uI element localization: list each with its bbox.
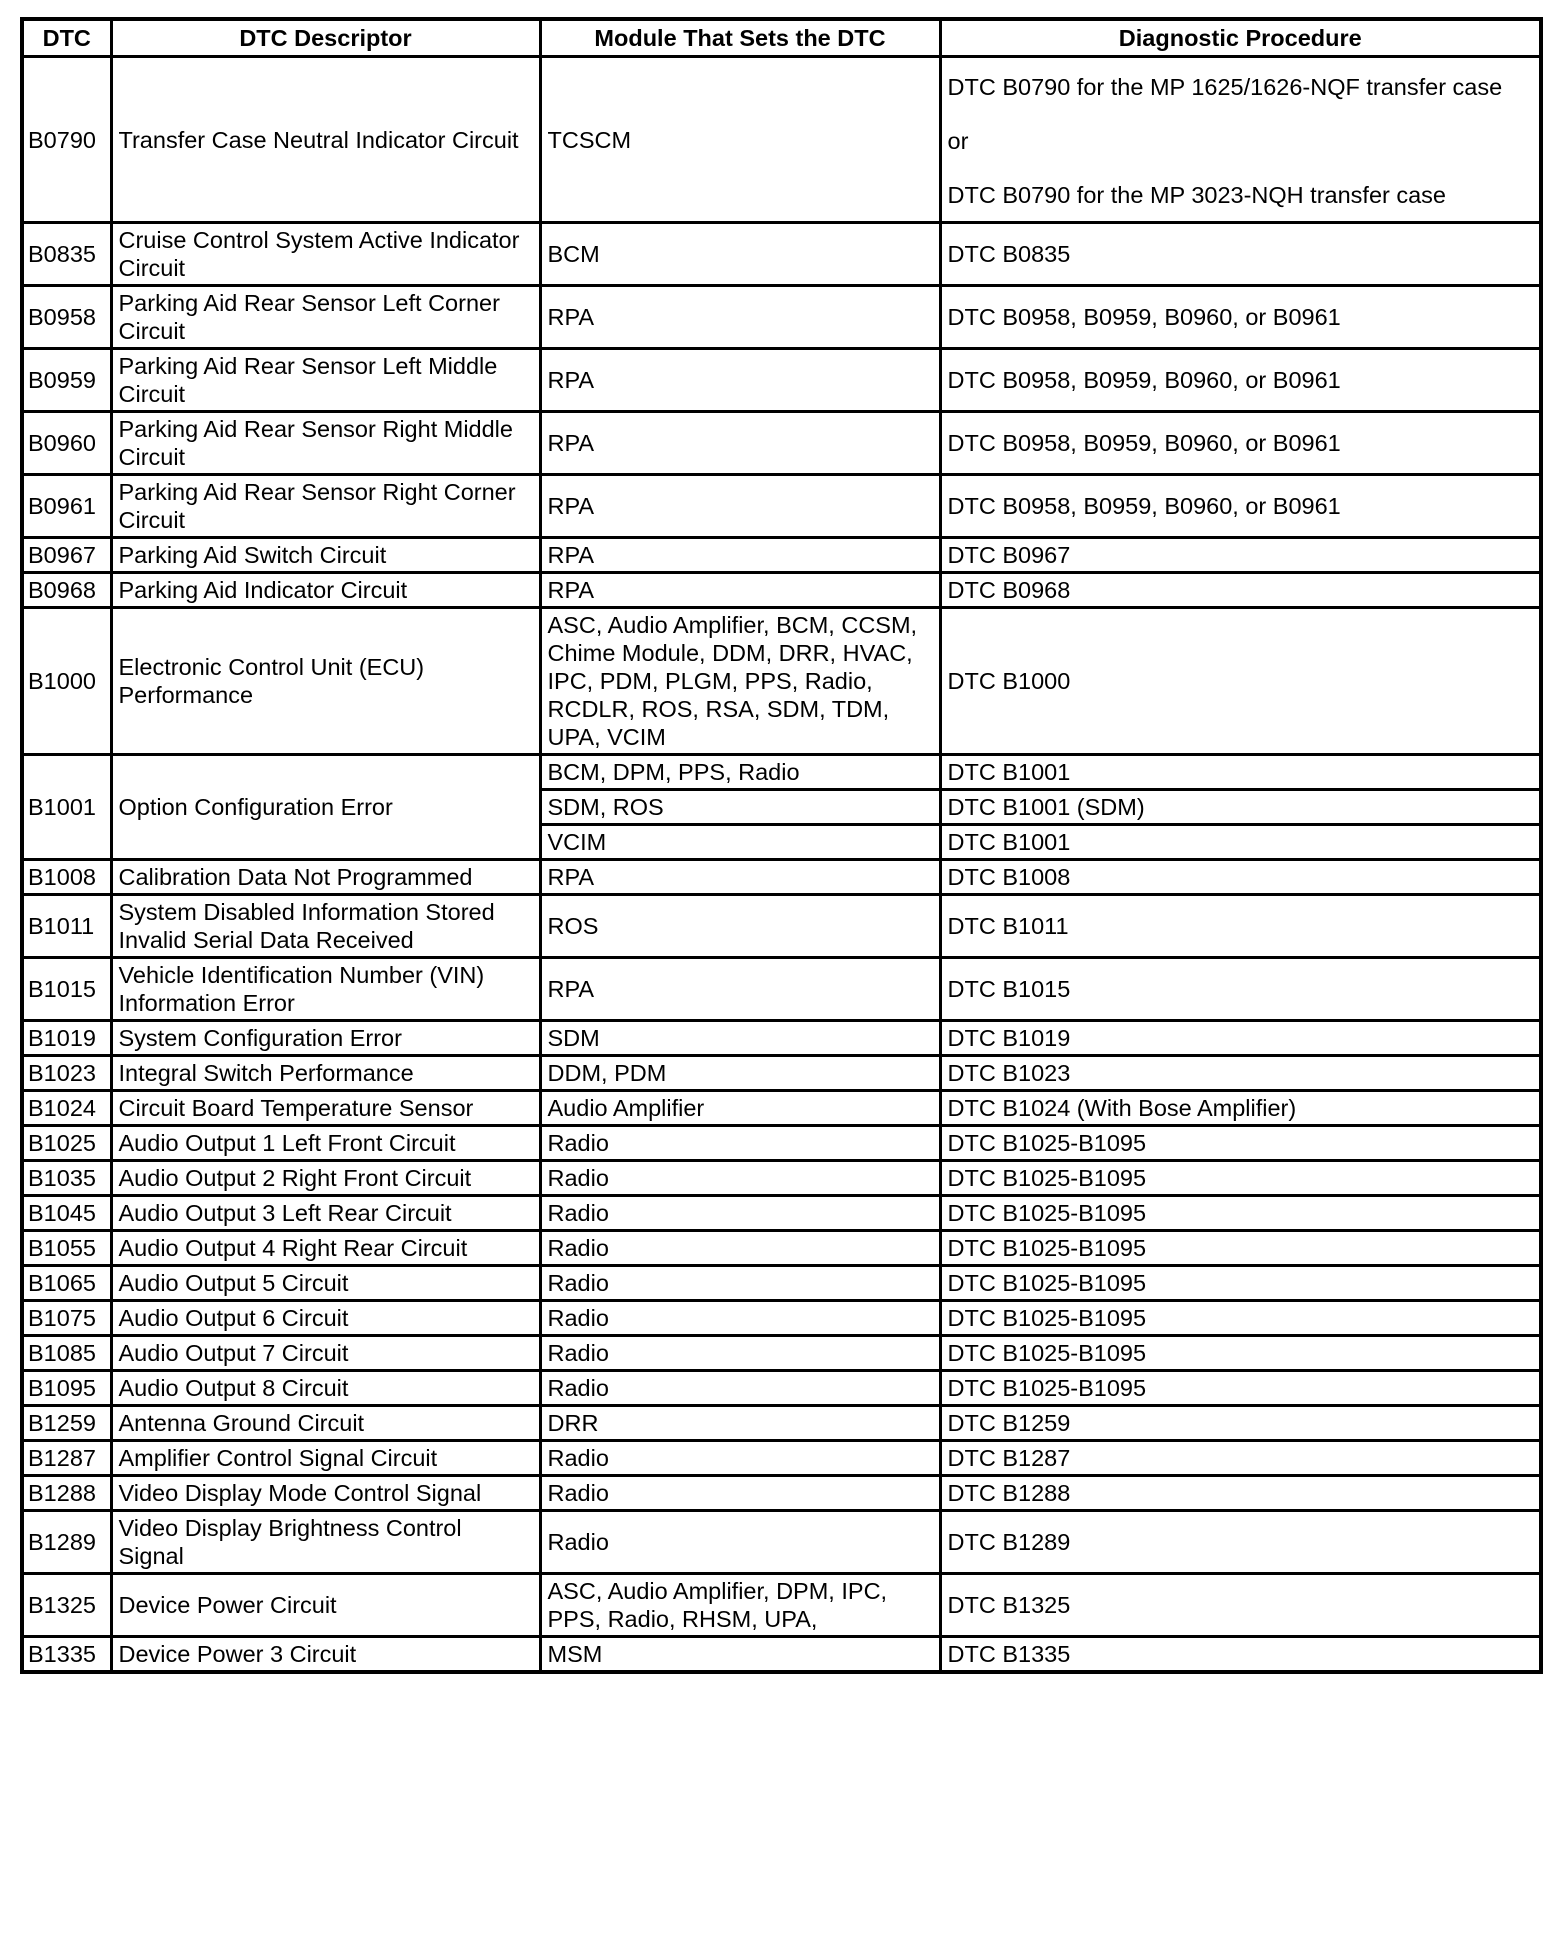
header-procedure: Diagnostic Procedure bbox=[940, 19, 1541, 57]
table-row bbox=[22, 349, 1541, 412]
table-row bbox=[22, 475, 1541, 538]
header-descriptor: DTC Descriptor bbox=[111, 19, 540, 57]
diagnostic-procedure: DTC B0835 bbox=[940, 223, 1541, 286]
dtc-code: B0961 bbox=[22, 475, 111, 538]
diagnostic-procedure: DTC B1288 bbox=[940, 1476, 1541, 1511]
module: ASC, Audio Amplifier, BCM, CCSM, Chime Module, DDM, DRR, HVAC, IPC, PDM, PLGM, PPS, Radio, RCDLR, ROS, RSA, SDM, TDM, UPA, VCIM bbox=[540, 608, 940, 755]
table-row bbox=[22, 223, 1541, 286]
dtc-descriptor: Audio Output 8 Circuit bbox=[111, 1371, 540, 1406]
table-row bbox=[22, 608, 1541, 755]
module: RPA bbox=[540, 860, 940, 895]
table-row bbox=[22, 1126, 1541, 1161]
table-row bbox=[22, 1196, 1541, 1231]
table-row bbox=[22, 860, 1541, 895]
dtc-descriptor: Integral Switch Performance bbox=[111, 1056, 540, 1091]
dtc-descriptor: Video Display Mode Control Signal bbox=[111, 1476, 540, 1511]
dtc-descriptor: Parking Aid Rear Sensor Right Middle Circuit bbox=[111, 412, 540, 475]
dtc-code: B1065 bbox=[22, 1266, 111, 1301]
module: Radio bbox=[540, 1161, 940, 1196]
table-row bbox=[22, 1371, 1541, 1406]
dtc-descriptor: Audio Output 7 Circuit bbox=[111, 1336, 540, 1371]
dtc-descriptor: Calibration Data Not Programmed bbox=[111, 860, 540, 895]
diagnostic-procedure: DTC B1025-B1095 bbox=[940, 1266, 1541, 1301]
diagnostic-procedure: DTC B1024 (With Bose Amplifier) bbox=[940, 1091, 1541, 1126]
table-row bbox=[22, 1021, 1541, 1056]
dtc-code: B0959 bbox=[22, 349, 111, 412]
dtc-code: B1008 bbox=[22, 860, 111, 895]
table-row bbox=[22, 1301, 1541, 1336]
dtc-code: B1025 bbox=[22, 1126, 111, 1161]
module: RPA bbox=[540, 349, 940, 412]
diagnostic-procedure: DTC B1008 bbox=[940, 860, 1541, 895]
dtc-descriptor: Cruise Control System Active Indicator Circuit bbox=[111, 223, 540, 286]
diagnostic-procedure: DTC B0958, B0959, B0960, or B0961 bbox=[940, 349, 1541, 412]
dtc-descriptor: Video Display Brightness Control Signal bbox=[111, 1511, 540, 1574]
dtc-code: B1289 bbox=[22, 1511, 111, 1574]
dtc-descriptor: Transfer Case Neutral Indicator Circuit bbox=[111, 57, 540, 223]
dtc-descriptor: Parking Aid Rear Sensor Left Corner Circuit bbox=[111, 286, 540, 349]
dtc-descriptor: Parking Aid Rear Sensor Right Corner Circuit bbox=[111, 475, 540, 538]
dtc-code: B1011 bbox=[22, 895, 111, 958]
dtc-descriptor: Parking Aid Rear Sensor Left Middle Circuit bbox=[111, 349, 540, 412]
diagnostic-procedure: DTC B1025-B1095 bbox=[940, 1126, 1541, 1161]
dtc-code: B1085 bbox=[22, 1336, 111, 1371]
dtc-code: B0960 bbox=[22, 412, 111, 475]
diagnostic-procedure: DTC B0968 bbox=[940, 573, 1541, 608]
module: Radio bbox=[540, 1441, 940, 1476]
dtc-code: B1023 bbox=[22, 1056, 111, 1091]
dtc-code: B0967 bbox=[22, 538, 111, 573]
dtc-code: B1045 bbox=[22, 1196, 111, 1231]
diagnostic-procedure: DTC B1001 bbox=[940, 825, 1541, 860]
dtc-descriptor: Parking Aid Indicator Circuit bbox=[111, 573, 540, 608]
dtc-code: B1055 bbox=[22, 1231, 111, 1266]
dtc-descriptor: Audio Output 3 Left Rear Circuit bbox=[111, 1196, 540, 1231]
dtc-descriptor: Device Power Circuit bbox=[111, 1574, 540, 1637]
procedure-option-1: DTC B0790 for the MP 1625/1626-NQF transfer case bbox=[947, 73, 1503, 100]
module: BCM, DPM, PPS, Radio bbox=[540, 755, 940, 790]
table-row bbox=[22, 412, 1541, 475]
module: Radio bbox=[540, 1301, 940, 1336]
dtc-descriptor: Audio Output 1 Left Front Circuit bbox=[111, 1126, 540, 1161]
module: RPA bbox=[540, 475, 940, 538]
diagnostic-procedure: DTC B1001 (SDM) bbox=[940, 790, 1541, 825]
dtc-descriptor: Audio Output 4 Right Rear Circuit bbox=[111, 1231, 540, 1266]
dtc-descriptor: Parking Aid Switch Circuit bbox=[111, 538, 540, 573]
dtc-descriptor: Vehicle Identification Number (VIN) Information Error bbox=[111, 958, 540, 1021]
module: DRR bbox=[540, 1406, 940, 1441]
table-row bbox=[22, 1637, 1541, 1673]
dtc-code: B0968 bbox=[22, 573, 111, 608]
dtc-code: B0835 bbox=[22, 223, 111, 286]
diagnostic-procedure: DTC B0958, B0959, B0960, or B0961 bbox=[940, 475, 1541, 538]
dtc-code: B0958 bbox=[22, 286, 111, 349]
module: RPA bbox=[540, 286, 940, 349]
module: SDM bbox=[540, 1021, 940, 1056]
table-row bbox=[22, 1336, 1541, 1371]
module: Radio bbox=[540, 1126, 940, 1161]
table-row bbox=[22, 958, 1541, 1021]
dtc-descriptor: Audio Output 5 Circuit bbox=[111, 1266, 540, 1301]
module: Radio bbox=[540, 1371, 940, 1406]
diagnostic-procedure: DTC B1025-B1095 bbox=[940, 1161, 1541, 1196]
module: VCIM bbox=[540, 825, 940, 860]
module: SDM, ROS bbox=[540, 790, 940, 825]
module: TCSCM bbox=[540, 57, 940, 223]
table-row bbox=[22, 895, 1541, 958]
module: RPA bbox=[540, 412, 940, 475]
dtc-code: B1024 bbox=[22, 1091, 111, 1126]
module: DDM, PDM bbox=[540, 1056, 940, 1091]
diagnostic-procedure: DTC B1000 bbox=[940, 608, 1541, 755]
dtc-code: B1035 bbox=[22, 1161, 111, 1196]
procedure-or: or bbox=[947, 127, 969, 154]
dtc-descriptor: Audio Output 2 Right Front Circuit bbox=[111, 1161, 540, 1196]
header-module: Module That Sets the DTC bbox=[540, 19, 940, 57]
dtc-code: B0790 bbox=[22, 57, 111, 223]
module: Radio bbox=[540, 1266, 940, 1301]
module: Radio bbox=[540, 1336, 940, 1371]
dtc-code: B1000 bbox=[22, 608, 111, 755]
dtc-code: B1335 bbox=[22, 1637, 111, 1673]
table-row bbox=[22, 1476, 1541, 1511]
module: RPA bbox=[540, 958, 940, 1021]
dtc-descriptor: Electronic Control Unit (ECU) Performance bbox=[111, 608, 540, 755]
dtc-code: B1287 bbox=[22, 1441, 111, 1476]
diagnostic-procedure: DTC B1015 bbox=[940, 958, 1541, 1021]
module: Radio bbox=[540, 1476, 940, 1511]
diagnostic-procedure: DTC B1289 bbox=[940, 1511, 1541, 1574]
module: RPA bbox=[540, 538, 940, 573]
module: Radio bbox=[540, 1511, 940, 1574]
dtc-table bbox=[20, 17, 1543, 1674]
table-row bbox=[22, 755, 1541, 790]
dtc-descriptor: Device Power 3 Circuit bbox=[111, 1637, 540, 1673]
table-row bbox=[22, 1161, 1541, 1196]
dtc-code: B1075 bbox=[22, 1301, 111, 1336]
diagnostic-procedure: DTC B1025-B1095 bbox=[940, 1196, 1541, 1231]
diagnostic-procedure bbox=[940, 57, 1541, 223]
module: RPA bbox=[540, 573, 940, 608]
table-row bbox=[22, 1511, 1541, 1574]
dtc-code: B1019 bbox=[22, 1021, 111, 1056]
table-row bbox=[22, 1441, 1541, 1476]
diagnostic-procedure: DTC B1001 bbox=[940, 755, 1541, 790]
diagnostic-procedure: DTC B1025-B1095 bbox=[940, 1301, 1541, 1336]
table-row bbox=[22, 1056, 1541, 1091]
table-row bbox=[22, 1266, 1541, 1301]
diagnostic-procedure: DTC B0967 bbox=[940, 538, 1541, 573]
dtc-descriptor: Option Configuration Error bbox=[111, 755, 540, 860]
diagnostic-procedure: DTC B1287 bbox=[940, 1441, 1541, 1476]
diagnostic-procedure: DTC B1025-B1095 bbox=[940, 1336, 1541, 1371]
dtc-code: B1001 bbox=[22, 755, 111, 860]
module: Radio bbox=[540, 1231, 940, 1266]
module: ROS bbox=[540, 895, 940, 958]
table-row bbox=[22, 1091, 1541, 1126]
table-row bbox=[22, 57, 1541, 223]
dtc-code: B1095 bbox=[22, 1371, 111, 1406]
table-row bbox=[22, 538, 1541, 573]
dtc-descriptor: System Disabled Information Stored Invalid Serial Data Received bbox=[111, 895, 540, 958]
diagnostic-procedure: DTC B1025-B1095 bbox=[940, 1231, 1541, 1266]
header-row bbox=[22, 19, 1541, 57]
table-header bbox=[22, 19, 1541, 57]
diagnostic-procedure: DTC B0958, B0959, B0960, or B0961 bbox=[940, 286, 1541, 349]
diagnostic-procedure: DTC B0958, B0959, B0960, or B0961 bbox=[940, 412, 1541, 475]
table-row bbox=[22, 1406, 1541, 1441]
table-row bbox=[22, 1231, 1541, 1266]
dtc-descriptor: Antenna Ground Circuit bbox=[111, 1406, 540, 1441]
dtc-code: B1015 bbox=[22, 958, 111, 1021]
diagnostic-procedure: DTC B1023 bbox=[940, 1056, 1541, 1091]
dtc-code: B1325 bbox=[22, 1574, 111, 1637]
dtc-descriptor: Audio Output 6 Circuit bbox=[111, 1301, 540, 1336]
table-body bbox=[22, 57, 1541, 1673]
table-row bbox=[22, 1574, 1541, 1637]
dtc-descriptor: Circuit Board Temperature Sensor bbox=[111, 1091, 540, 1126]
table-row bbox=[22, 573, 1541, 608]
dtc-descriptor: System Configuration Error bbox=[111, 1021, 540, 1056]
procedure-option-2: DTC B0790 for the MP 3023-NQH transfer case bbox=[947, 181, 1447, 208]
table-row bbox=[22, 286, 1541, 349]
dtc-descriptor: Amplifier Control Signal Circuit bbox=[111, 1441, 540, 1476]
diagnostic-procedure: DTC B1335 bbox=[940, 1637, 1541, 1673]
diagnostic-procedure: DTC B1259 bbox=[940, 1406, 1541, 1441]
diagnostic-procedure: DTC B1025-B1095 bbox=[940, 1371, 1541, 1406]
module: BCM bbox=[540, 223, 940, 286]
diagnostic-procedure: DTC B1325 bbox=[940, 1574, 1541, 1637]
dtc-code: B1259 bbox=[22, 1406, 111, 1441]
dtc-code: B1288 bbox=[22, 1476, 111, 1511]
module: MSM bbox=[540, 1637, 940, 1673]
module: Radio bbox=[540, 1196, 940, 1231]
module: Audio Amplifier bbox=[540, 1091, 940, 1126]
diagnostic-procedure: DTC B1011 bbox=[940, 895, 1541, 958]
header-dtc: DTC bbox=[22, 19, 111, 57]
module: ASC, Audio Amplifier, DPM, IPC, PPS, Radio, RHSM, UPA, bbox=[540, 1574, 940, 1637]
diagnostic-procedure: DTC B1019 bbox=[940, 1021, 1541, 1056]
